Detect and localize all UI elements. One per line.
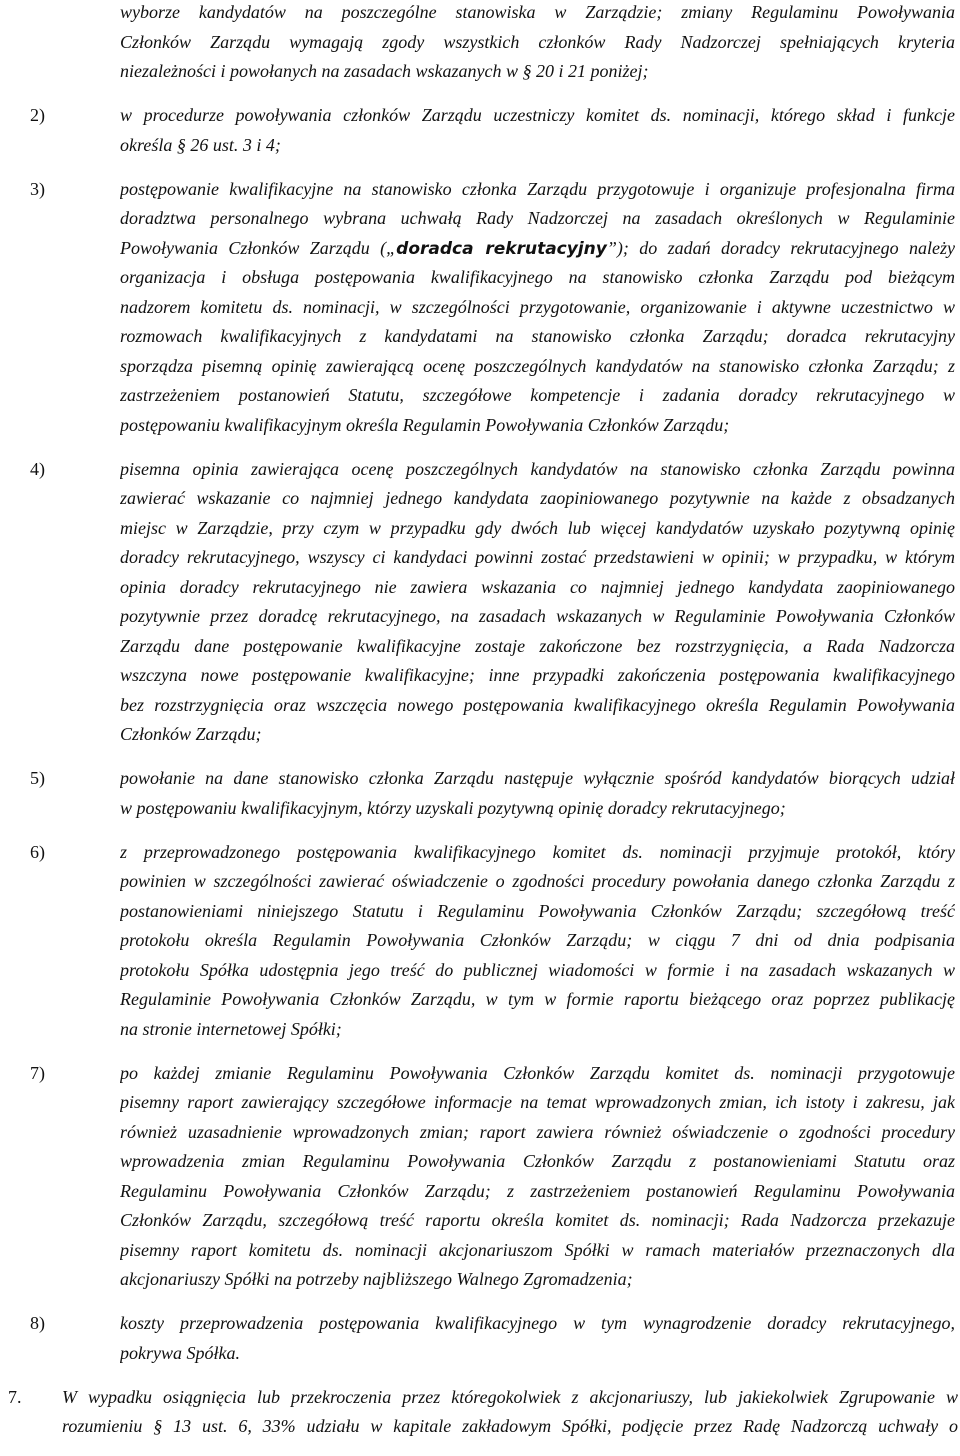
text-line: na stronie internetowej Spółki; <box>120 1018 342 1039</box>
section-text <box>62 1383 958 1442</box>
text-line: protokołu Spółka udostępnia jego treść do publicznej wiadomości w formie i na zasadach wskazanych w <box>120 959 955 980</box>
text-line: doradcy rekrutacyjnego, wszyscy ci kandydaci powinni zostać przedstawieni w opinii; w przypadku, w którym <box>120 547 955 567</box>
list-item-text <box>120 838 955 1045</box>
list-item-text <box>120 455 955 750</box>
list-item <box>0 1309 960 1368</box>
text-line: nadzorem komitetu ds. nominacji, w szczególności przygotowanie, organizowanie i aktywne uczestnictwo w <box>120 296 955 317</box>
text-line: koszty przeprowadzenia postępowania kwalifikacyjnego w tym wynagrodzenie doradcy rekrutacyjnego, <box>120 1313 955 1333</box>
text-line: niezależności i powołanych na zasadach wskazanych w § 20 i 21 poniżej; <box>120 61 649 81</box>
list-item-number: 7) <box>30 1062 45 1083</box>
text-line: akcjonariuszy Spółki na potrzeby najbliższego Walnego Zgromadzenia; <box>120 1269 633 1289</box>
continued-paragraph <box>0 0 960 87</box>
list-item-number: 8) <box>30 1313 45 1333</box>
text-segment: Powoływania Członków Zarządu („ <box>120 237 397 258</box>
paragraph-text <box>120 0 955 87</box>
text-line: zastrzeżeniem postanowień Statutu, szczegółowe kompetencje i zadania doradcy rekrutacyjnego w <box>120 385 955 405</box>
text-line: protokołu określa Regulamin Powoływania Członków Zarządu; w ciągu 7 dni od dnia podpisania <box>120 930 955 950</box>
text-line: również uzasadnienie wprowadzonych zmian; raport zawiera również oświadczenie o zgodności procedury <box>120 1121 955 1142</box>
list-item-text <box>120 101 955 160</box>
list-item-number: 5) <box>30 768 45 788</box>
text-line: rozmowach kwalifikacyjnych z kandydatami na stanowisko członka Zarządu; doradca rekrutacyjny <box>120 326 955 346</box>
list-item <box>0 455 960 750</box>
text-line: w postępowaniu kwalifikacyjnym, którzy uzyskali pozytywną opinię doradcy rekrutacyjnego; <box>120 797 786 818</box>
list-item-text <box>120 1059 955 1295</box>
text-line: Regulaminu Powoływania Członków Zarządu; z zastrzeżeniem postanowień Regulaminu Powoływania <box>120 1180 955 1201</box>
text-line: organizacja i obsługa postępowania kwalifikacyjnego na stanowisko członka Zarządu pod bieżącym <box>120 267 955 287</box>
list-item <box>0 101 960 160</box>
list-item-text <box>120 764 955 823</box>
text-line: pokrywa Spółka. <box>120 1342 240 1363</box>
text-line: powołanie na dane stanowisko członka Zarządu następuje wyłącznie spośród kandydatów biorących udział <box>120 768 955 788</box>
text-line: pisemna opinia zawierająca ocenę poszczególnych kandydatów na stanowisko członka Zarządu powinna <box>120 458 955 479</box>
text-line: opinia doradcy rekrutacyjnego nie zawiera wskazania co najmniej jednego kandydata zaopiniowanego <box>120 576 955 597</box>
list-item-number: 2) <box>30 105 45 125</box>
text-line: zawierać wskazanie co najmniej jednego kandydata zaopiniowanego pozytywnie na każde z obsadzanych <box>120 488 955 508</box>
text-line: wszczyna nowe postępowanie kwalifikacyjne; inne przypadki zakończenia postępowania kwalifikacyjnego <box>120 665 955 685</box>
text-line: wprowadzenia zmian Regulaminu Powoływania Członków Zarządu z postanowieniami Statutu oraz <box>120 1151 955 1171</box>
text-line: postępowaniu kwalifikacyjnym określa Regulamin Powoływania Członków Zarządu; <box>120 414 730 435</box>
text-line: rozumieniu § 13 ust. 6, 33% udziału w kapitale zakładowym Spółki, podjęcie przez Radę Nadzorczą uchwały o <box>62 1416 958 1436</box>
text-line: Regulaminie Powoływania Członków Zarządu, w tym w formie raportu bieżącego oraz poprzez publikację <box>120 989 955 1009</box>
text-line: Zarządu dane postępowanie kwalifikacyjne zostaje zakończone bez rozstrzygnięcia, a Rada Nadzorcza <box>120 635 955 656</box>
text-line: Członków Zarządu wymagają zgody wszystkich członków Rady Nadzorczej spełniających kryteria <box>120 31 955 52</box>
text-line: pisemny raport komitetu ds. nominacji akcjonariuszom Spółki w ramach materiałów przeznaczonych dla <box>120 1239 955 1260</box>
text-line: po każdej zmianie Regulaminu Powoływania Członków Zarządu komitet ds. nominacji przygotowuje <box>120 1062 955 1083</box>
text-line: pozytywnie przez doradcę rekrutacyjnego, na zasadach wskazanych w Regulaminie Powoływania Członków <box>120 606 955 626</box>
section-paragraph <box>0 1383 960 1442</box>
list-item-number: 3) <box>30 178 45 199</box>
text-line: sporządza pisemną opinię zawierającą ocenę poszczególnych kandydatów na stanowisko członka Zarządu; z <box>120 355 955 376</box>
text-line: Członków Zarządu, szczegółową treść raportu określa komitet ds. nominacji; Rada Nadzorcza przekazuje <box>120 1210 955 1230</box>
list-item <box>0 175 960 441</box>
text-line: wyborze kandydatów na poszczególne stanowiska w Zarządzie; zmiany Regulaminu Powoływania <box>120 2 955 22</box>
text-line: Członków Zarządu; <box>120 724 262 744</box>
list-item-number: 6) <box>30 841 45 862</box>
text-line: doradztwa personalnego wybrana uchwałą Rady Nadzorczej na zasadach określonych w Regulaminie <box>120 208 955 228</box>
list-item <box>0 838 960 1045</box>
text-line: miejsc w Zarządzie, przy czym w przypadku gdy dwóch lub więcej kandydatów uzyskało pozytywną opinię <box>120 517 955 538</box>
list-item-number: 4) <box>30 458 45 479</box>
list-item <box>0 1059 960 1295</box>
list-item <box>0 764 960 823</box>
text-line: określa § 26 ust. 3 i 4; <box>120 134 281 155</box>
text-segment: ”); do zadań doradcy rekrutacyjnego należy <box>606 237 955 258</box>
list-item-text <box>120 175 955 441</box>
list-item-text <box>120 1309 955 1368</box>
defined-term: doradca rekrutacyjny <box>396 238 607 259</box>
section-number: 7. <box>8 1386 22 1407</box>
text-line: bez rozstrzygnięcia oraz wszczęcia nowego postępowania kwalifikacyjnego określa Regulamin Powoływania <box>120 694 955 715</box>
text-line: powinien w szczególności zawierać oświadczenie o zgodności procedury powołania danego członka Zarządu z <box>120 871 955 891</box>
text-line: postanowieniami niniejszego Statutu i Regulaminu Powoływania Członków Zarządu; szczegółową treść <box>120 900 955 921</box>
text-line: pisemny raport zawierający szczegółowe informacje na temat wprowadzonych zmian, ich istoty i zakresu, jak <box>120 1092 955 1112</box>
text-line: z przeprowadzonego postępowania kwalifikacyjnego komitet ds. nominacji przyjmuje protokół, który <box>120 841 955 862</box>
text-line: postępowanie kwalifikacyjne na stanowisko członka Zarządu przygotowuje i organizuje profesjonalna firma <box>120 178 955 199</box>
text-line <box>120 234 955 264</box>
text-line: w procedurze powoływania członków Zarządu uczestniczy komitet ds. nominacji, którego skład i funkcje <box>120 105 955 125</box>
numbered-list <box>0 101 960 1368</box>
text-line: W wypadku osiągnięcia lub przekroczenia przez któregokolwiek z akcjonariuszy, lub jakiekolwiek Zgrupowanie w <box>62 1386 958 1407</box>
